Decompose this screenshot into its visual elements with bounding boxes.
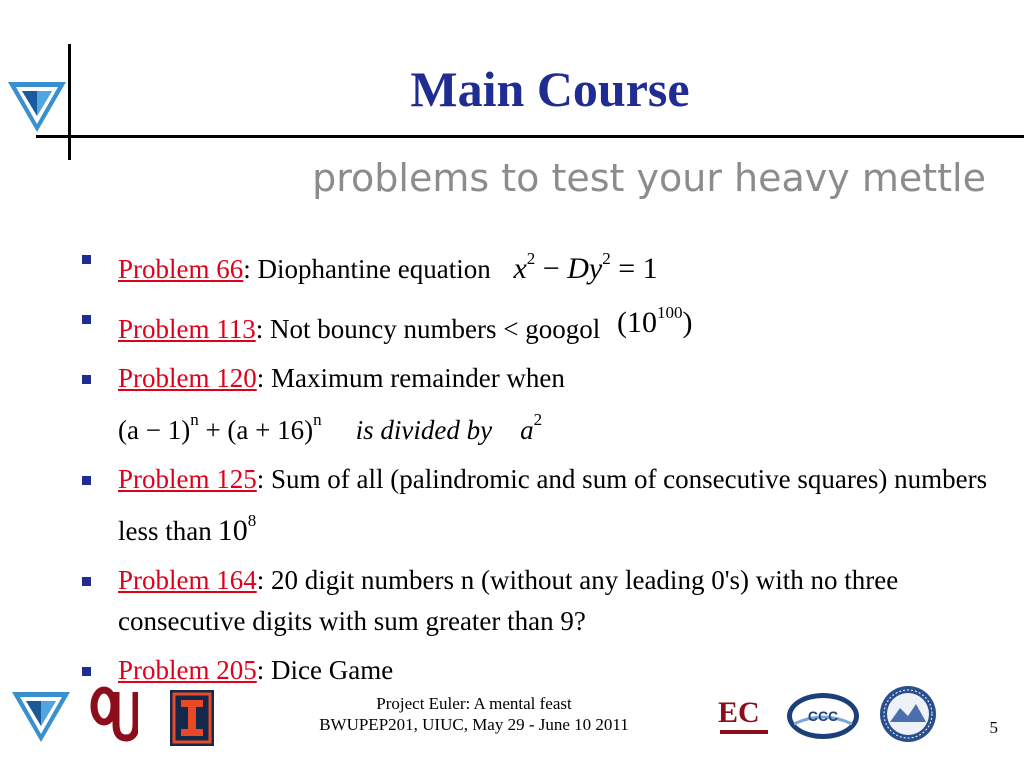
list-item	[78, 358, 1008, 399]
list-item	[78, 459, 1008, 552]
problem-description: : Maximum remainder when	[256, 363, 565, 393]
list-item	[78, 298, 1008, 350]
list-item	[78, 238, 1008, 290]
problem-description: : 20 digit numbers n (without any leading 0's) with no three consecutive digits with sum greater than 9?	[118, 565, 899, 636]
list-item	[78, 650, 1008, 691]
slide-subtitle: problems to test your heavy mettle	[312, 156, 986, 200]
problem-205-link[interactable]: Problem 205	[118, 655, 257, 685]
slide-title: Main Course	[410, 61, 690, 117]
ccc-logo-icon	[784, 690, 862, 742]
problem-120-link[interactable]: Problem 120	[118, 363, 257, 393]
problem-113-link[interactable]: Problem 113	[118, 314, 256, 344]
problem-description: : Diophantine equation	[243, 254, 491, 284]
university-seal-icon	[878, 684, 938, 744]
bullet-marker	[82, 255, 91, 264]
problem-66-link[interactable]: Problem 66	[118, 254, 244, 284]
svg-text:EC: EC	[718, 696, 760, 729]
bullet-marker	[82, 476, 91, 485]
diophantine-equation: $x^2 - Dy^2 = 1$	[513, 249, 658, 285]
bullet-marker	[82, 577, 91, 586]
problem-description: : Dice Game	[256, 655, 394, 685]
horizontal-rule	[36, 135, 1024, 138]
bullet-marker	[82, 667, 91, 676]
remainder-formula: $(a - 1)^n + (a + 16)^n$ is divided by $a^2$	[118, 410, 543, 445]
bwupep-logo-icon	[10, 688, 72, 744]
problem-164-link[interactable]: Problem 164	[118, 565, 257, 595]
problem-list	[78, 238, 1008, 699]
footer-line-2: BWUPEP201, UIUC, May 29 - June 10 2011	[319, 715, 629, 734]
bullet-marker	[82, 315, 91, 324]
svg-text:CCC: CCC	[807, 708, 839, 724]
page-number: 5	[989, 718, 998, 737]
footer-caption	[256, 693, 692, 735]
list-item	[78, 560, 1008, 642]
problem-description: : Not bouncy numbers < googol	[255, 314, 601, 344]
oklahoma-logo-icon	[90, 684, 138, 748]
footer-line-1: Project Euler: A mental feast	[376, 694, 572, 713]
power-of-ten: $10^8$	[217, 511, 257, 547]
problem-description: : Sum of all (palindromic and sum of consecutive squares) numbers less than	[118, 464, 988, 546]
illinois-logo-icon	[168, 688, 216, 748]
problem-125-link[interactable]: Problem 125	[118, 464, 257, 494]
bullet-marker	[82, 375, 91, 384]
earlham-college-logo-icon	[716, 688, 772, 744]
googol-expression: $(10^{100})$	[616, 303, 693, 339]
